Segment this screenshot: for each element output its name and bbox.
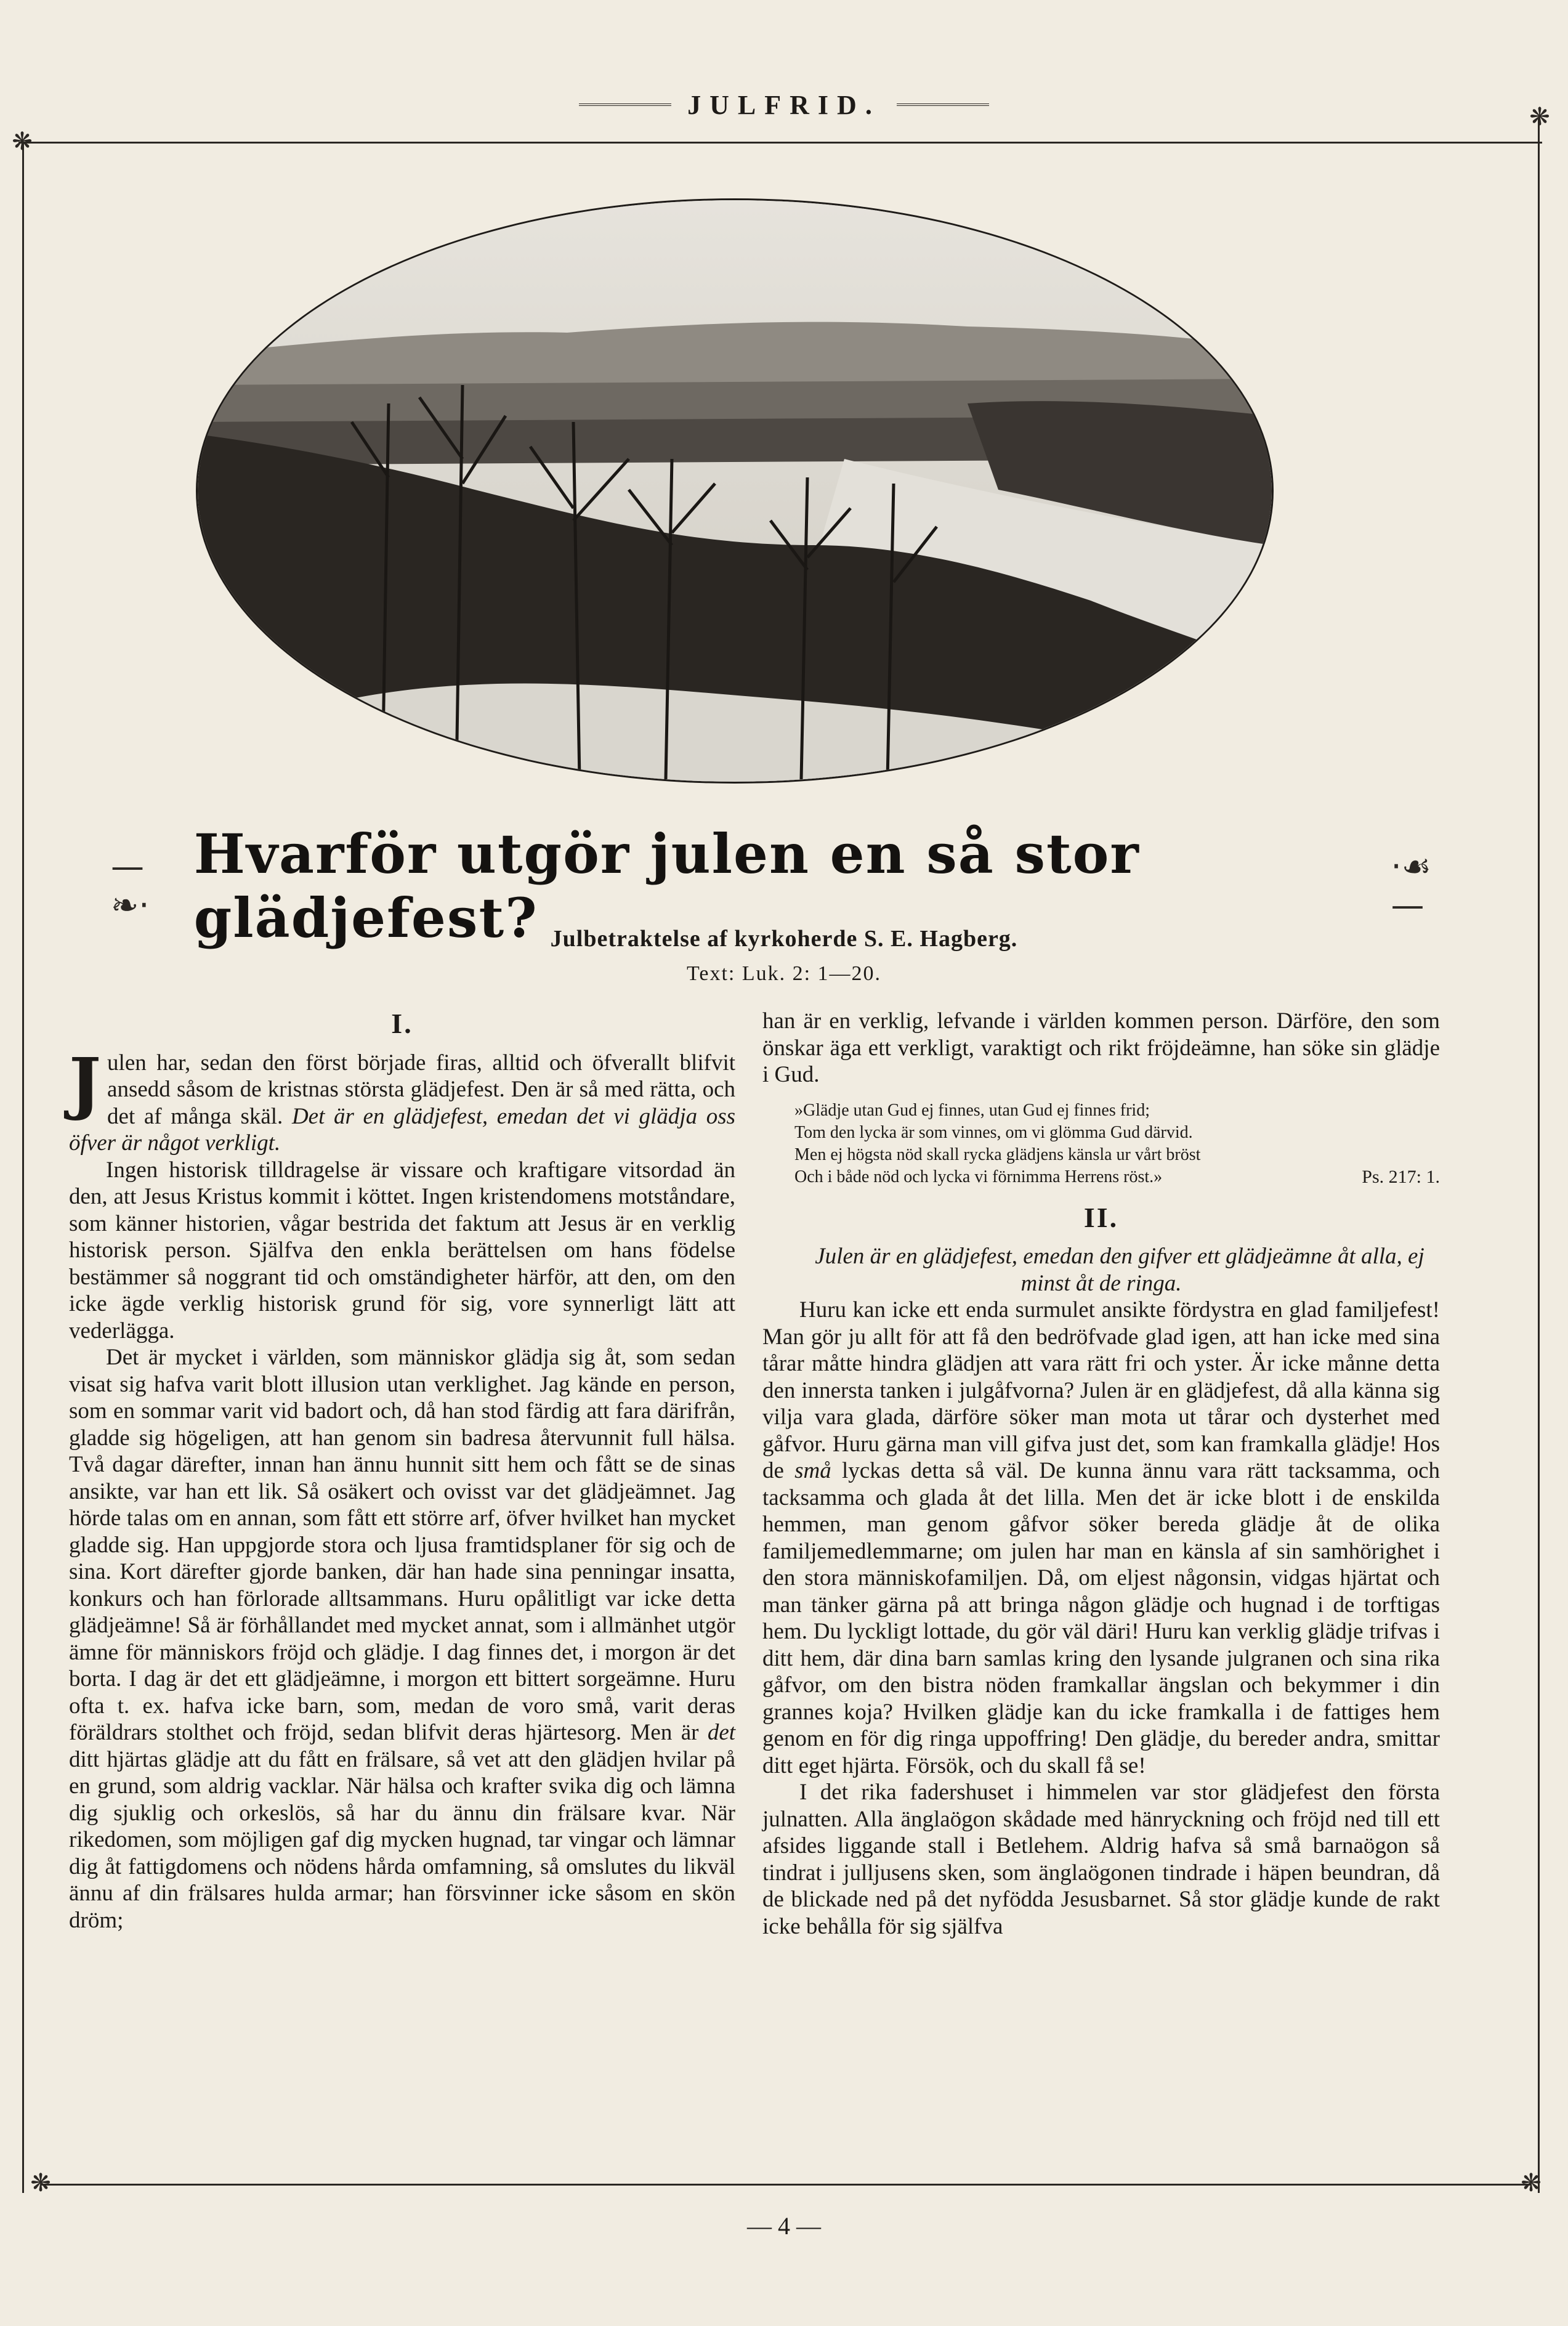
emphasis-text: Det är en glädjefest, emedan det vi glädja oss öfver är något verkligt.	[69, 1103, 736, 1156]
corner-ornament-icon: ❋	[30, 2169, 51, 2197]
paragraph-text: lyckas detta så väl. De kunna ännu vara rätt tacksamma, och tacksamma och glada åt det lilla. Men det är icke blott i de enskilda hemmen, man genom gåfvor söker bereda glädje åt de olika familjemedlemmarne; om julen har man en känsla af sin samhörighet i den stora människofamiljen. Då, om eljest någonsin, vidgas hjärtat och man tänker gärna på att bringa någon glädje och hugnad i de torftigas hem. Du lyckligt lottade, du gör väl däri! Huru kan verklig glädje trifvas i ditt hem, där dina barn samlas kring den lysande julgranen och sina rika gåfvor, om den bistra nöden framkallar ängslan och bekymmer i din grannes koja? Hvilken glädje kan du icke framkalla i de fattiges hem genom en för dig ringa uppoffring! Den glädje, du bereder andra, smittar ditt eget hjärta. Försök, och du skall få se!	[762, 1458, 1441, 1778]
section-numeral: II.	[1083, 1201, 1119, 1233]
winter-landscape-photo	[196, 198, 1274, 784]
header-rule-left	[579, 103, 671, 106]
corner-ornament-icon: ❋	[1521, 2169, 1542, 2197]
headline-text: Hvarför utgör julen en så stor glädjefest?	[193, 822, 1140, 950]
poem-line-text: Och i både nöd och lycka vi förnimma Herrens röst.»	[794, 1167, 1163, 1186]
header-rule-right	[897, 103, 989, 106]
poem-line: Tom den lycka är som vinnes, om vi glömma Gud därvid.	[794, 1122, 1193, 1142]
headline-flourish-left-icon: —❧·	[111, 847, 150, 925]
frame-rule-bottom	[41, 2184, 1531, 2186]
paragraph: I det rika fadershuset i himmelen var stor glädjefest den första julnatten. Alla änglaögon skådade med hänryckning och fröjd ned till ett afsides liggande stall i Betlehem. Aldrig hafva så små barnaögon så tindrat i julljusens sken, som änglaögonen tindrade i häpen beundran, då de blickade ned på det nyfödda Jesusbarnet. Så stor glädje kunde de rakt icke behålla för sig själfva	[762, 1780, 1440, 1939]
section-numeral: I.	[391, 1008, 413, 1039]
hymn-reference: Ps. 217: 1.	[1362, 1166, 1440, 1187]
frame-rule-top	[18, 142, 1542, 144]
hymn-quotation	[794, 1100, 1440, 1188]
scripture-reference: Text: Luk. 2: 1—20.	[686, 962, 882, 985]
emphasis-text: Julen är en glädjefest, emedan den gifver ett glädjeämne åt alla, ej minst åt de ringa.	[815, 1244, 1425, 1296]
running-header	[0, 86, 1568, 123]
emphasis-text: det	[707, 1720, 736, 1745]
photo-illustration	[198, 200, 1272, 782]
poem-line	[794, 1166, 1440, 1188]
section-lead	[762, 1243, 1440, 1297]
drop-cap: J	[69, 1042, 102, 1122]
frame-rule-right	[1538, 117, 1540, 2193]
paragraph	[762, 1297, 1440, 1779]
paragraph	[69, 1344, 735, 1934]
paragraph-text: ditt hjärtas glädje att du fått en frälsare, så vet att den glädjen hvilar på en grund, som aldrig vacklar. När hälsa och krafter svika dig och lämna dig sjuklig och orkeslös, så har du ännu din frälsare kvar. När rikedomen, som möjligen gaf dig mycken hugnad, tar vingar och lämnar dig åt fattigdomens och nödens hårda omfamning, så omslutes du likväl ännu af din frälsares hulda armar; han försvinner icke såsom en skön dröm;	[69, 1746, 735, 1933]
paragraph-text: ulen har, sedan den först började firas, alltid och öfverallt blifvit ansedd såsom de kristnas största glädjefest. Den är så med rätta, och det af många skäl.	[107, 1050, 735, 1129]
poem-line: »Glädje utan Gud ej finnes, utan Gud ej finnes frid;	[794, 1100, 1150, 1120]
headline-flourish-right-icon: ·☙—	[1391, 847, 1432, 925]
paragraph	[69, 1042, 736, 1157]
poem-line: Men ej högsta nöd skall rycka glädjens känsla ur vårt bröst	[794, 1145, 1201, 1164]
left-column	[69, 1008, 735, 1934]
paragraph: Ingen historisk tilldragelse är vissare och kraftigare vitsordad än den, att Jesus Kristus kommit i köttet. Ingen kristendomens motståndare, som känner historien, vågar bestrida det faktum att Jesus är en verklig historisk person. Själfva den enkla berättelsen om hans födelse bestämmer så noggrant tid och omständigheter härför, att den, om den icke ägde verklig historisk grund för sig, vore synnerligt lätt att vederlägga.	[69, 1157, 735, 1343]
right-column	[762, 1008, 1440, 1940]
corner-ornament-icon: ❋	[1529, 103, 1550, 131]
running-head-title: JULFRID.	[687, 89, 881, 120]
byline: Julbetraktelse af kyrkoherde S. E. Hagberg.	[550, 926, 1018, 952]
paragraph: han är en verklig, lefvande i världen kommen person. Därföre, den som önskar äga ett verkligt, varaktigt och rikt fröjdeämne, han söke sin glädje i Gud.	[762, 1008, 1440, 1087]
paragraph-text: Huru kan icke ett enda surmulet ansikte fördystra en glad familjefest! Man gör ju allt för att få den bedröfvade glad igen, att han icke med sina tårar måtte hindra glädjen att vara rätt fri och yster. Är icke månne detta den innersta tanken i julgåfvorna? Julen är en glädjefest, då alla känna sig vilja vara glada, därföre söker man mota ut tårar och dysterhet med gåfvor. Huru gärna man vill gifva just det, som kan framkalla glädje! Hos de	[762, 1297, 1440, 1483]
frame-rule-left	[22, 142, 24, 2193]
corner-ornament-icon: ❋	[12, 128, 33, 156]
paragraph-text: Det är mycket i världen, som människor glädja sig åt, som sedan visat sig hafva varit blott illusion utan verklighet. Jag kände en person, som en sommar varit vid badort och, då han stod färdig att fara därifrån, gladde sig högeligen, att han genom sin badresa återvunnit full hälsa. Två dagar därefter, innan han ännu hunnit sitt hem och fått se de sinas ansikte, var han ett lik. Så osäkert och ovisst var det glädjeämnet. Jag hörde talas om en annan, som fått ett större arf, öfver hvilket han mycket gladde sig. Han uppgjorde stora och ljusa framtidsplaner för sig och de sina. Kort därefter gjorde banken, där han hade sina penningar insatta, konkurs och han förlorade alltsammans. Huru opålitligt var icke detta glädjeämne! Så är förhållandet med mycket annat, som i allmänhet utgör ämne för människors fröjd och glädje. I dag finnes det, i morgon är det borta. I dag är det ett glädjeämne, i morgon ett bittert sorgeämne. Huru ofta t. ex. hafva icke barn, som, medan de voro små, varit deras föräldrars stolthet och fröjd, sedan blifvit deras hjärtesorg. Men är	[69, 1345, 735, 1745]
emphasis-text: små	[794, 1458, 831, 1483]
page-number: — 4 —	[747, 2212, 821, 2240]
